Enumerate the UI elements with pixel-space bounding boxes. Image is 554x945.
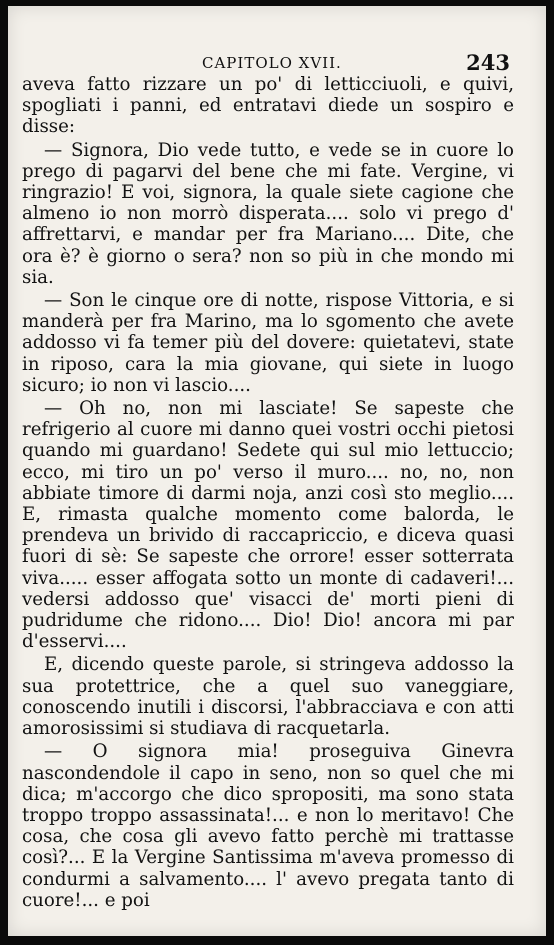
paragraph: — Son le cinque ore di notte, rispose Vittoria, e si manderà per fra Marino, ma lo sgomento che avete addosso vi fa temer più del dovere: quietatevi, state in riposo, cara la mia giovane, qui siete in luogo sicuro; io non vi lascio.... (22, 290, 514, 396)
paragraph: — Signora, Dio vede tutto, e vede se in cuore lo prego di pagarvi del bene che mi fate. Vergine, vi ringrazio! E voi, signora, la quale siete cagione che almeno io non morrò disperata.... solo vi prego d' affrettarvi, e mandar per fra Mariano.... Dite, che ora è? è giorno o sera? non so più in che mondo mi sia. (22, 139, 514, 288)
book-page (8, 6, 546, 936)
paragraph: — Oh no, non mi lasciate! Se sapeste che refrigerio al cuore mi danno quei vostri occhi pietosi quando mi guardano! Sedete qui sul mio lettuccio; ecco, mi tiro un po' verso il muro.... no, no, non abbiate timore di darmi noja, anzi così sto meglio.... E, rimasta qualche momento come balorda, le prendeva un brivido di raccapriccio, e diceva quasi fuori di sè: Se sapeste che orrore! esser sotterrata viva..... esser affogata sotto un monte di cadaveri!... vedersi addosso que' visacci de' morti pieni di pudridume che ridono.... Dio! Dio! ancora mi par d'esservi.... (22, 398, 514, 653)
page-number: 243 (466, 50, 510, 75)
page-header (8, 50, 546, 76)
paragraph: aveva fatto rizzare un po' di letticciuoli, e quivi, spogliati i panni, ed entratavi diede un sospiro e disse: (22, 74, 514, 138)
paragraph: E, dicendo queste parole, si stringeva addosso la sua protettrice, che a quel suo vaneggiare, conoscendo inutili i discorsi, l'abbracciava e con atti amorosissimi si studiava di racquetarla. (22, 654, 514, 740)
running-title: CAPITOLO XVII. (202, 54, 342, 72)
paragraph: — O signora mia! proseguiva Ginevra nascondendole il capo in seno, non so quel che mi dica; m'accorgo che dico spropositi, ma sono stata troppo troppo assassinata!... e non lo meritavo! Che cosa, che cosa gli avevo fatto perchè mi trattasse così?... E la Vergine Santissima m'aveva promesso di condurmi a salvamento.... l' avevo pregata tanto di cuore!... e poi (22, 741, 514, 911)
body-text (22, 74, 514, 911)
